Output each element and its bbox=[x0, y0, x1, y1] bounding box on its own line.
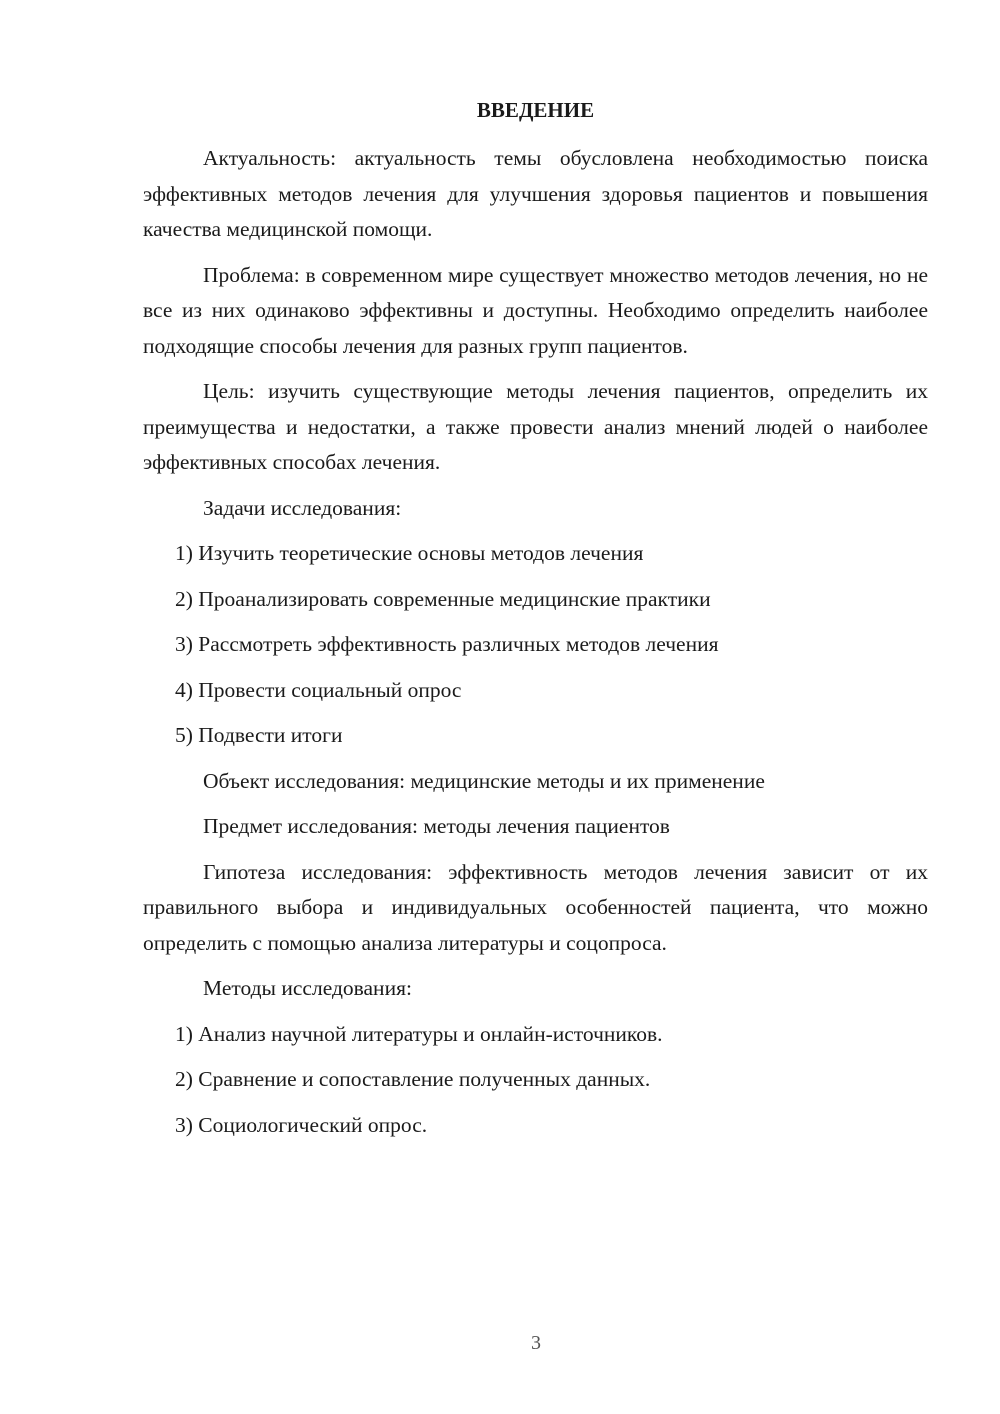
problem-paragraph: Проблема: в современном мире существует множество методов лечения, но не все из них одинаково эффективны и доступны. Необходимо определить наиболее подходящие способы лечения для разных групп пациентов. bbox=[143, 262, 928, 358]
object-line: Объект исследования: медицинские методы и их применение bbox=[203, 768, 765, 793]
method-item: 2) Сравнение и сопоставление полученных данных. bbox=[175, 1067, 651, 1091]
method-item: 1) Анализ научной литературы и онлайн-источников. bbox=[175, 1021, 663, 1046]
subject-line: Предмет исследования: методы лечения пациентов bbox=[203, 814, 670, 838]
relevance-paragraph: Актуальность: актуальность темы обусловлена необходимостью поиска эффективных методов лечения для улучшения здоровья пациентов и повышения качества медицинской помощи. bbox=[143, 146, 928, 241]
hypothesis-paragraph: Гипотеза исследования: эффективность методов лечения зависит от их правильного выбора и индивидуальных особенностей пациента, что можно определить с помощью анализа литературы и соцопроса. bbox=[143, 859, 928, 955]
task-item: 5) Подвести итоги bbox=[175, 723, 343, 747]
task-item: 4) Провести социальный опрос bbox=[175, 677, 462, 702]
page-number: 3 bbox=[531, 1332, 541, 1354]
tasks-heading: Задачи исследования: bbox=[203, 495, 402, 520]
method-item: 3) Социологический опрос. bbox=[175, 1112, 428, 1137]
methods-heading: Методы исследования: bbox=[203, 976, 412, 1000]
section-title: ВВЕДЕНИЕ bbox=[476, 98, 595, 122]
goal-paragraph: Цель: изучить существующие методы лечения пациентов, определить их преимущества и недостатки, а также провести анализ мнений людей о наиболее эффективных способах лечения. bbox=[143, 379, 928, 474]
task-item: 1) Изучить теоретические основы методов лечения bbox=[175, 541, 644, 565]
task-item: 2) Проанализировать современные медицинские практики bbox=[175, 586, 711, 611]
page-body bbox=[143, 92, 928, 1153]
task-item: 3) Рассмотреть эффективность различных методов лечения bbox=[175, 632, 719, 656]
